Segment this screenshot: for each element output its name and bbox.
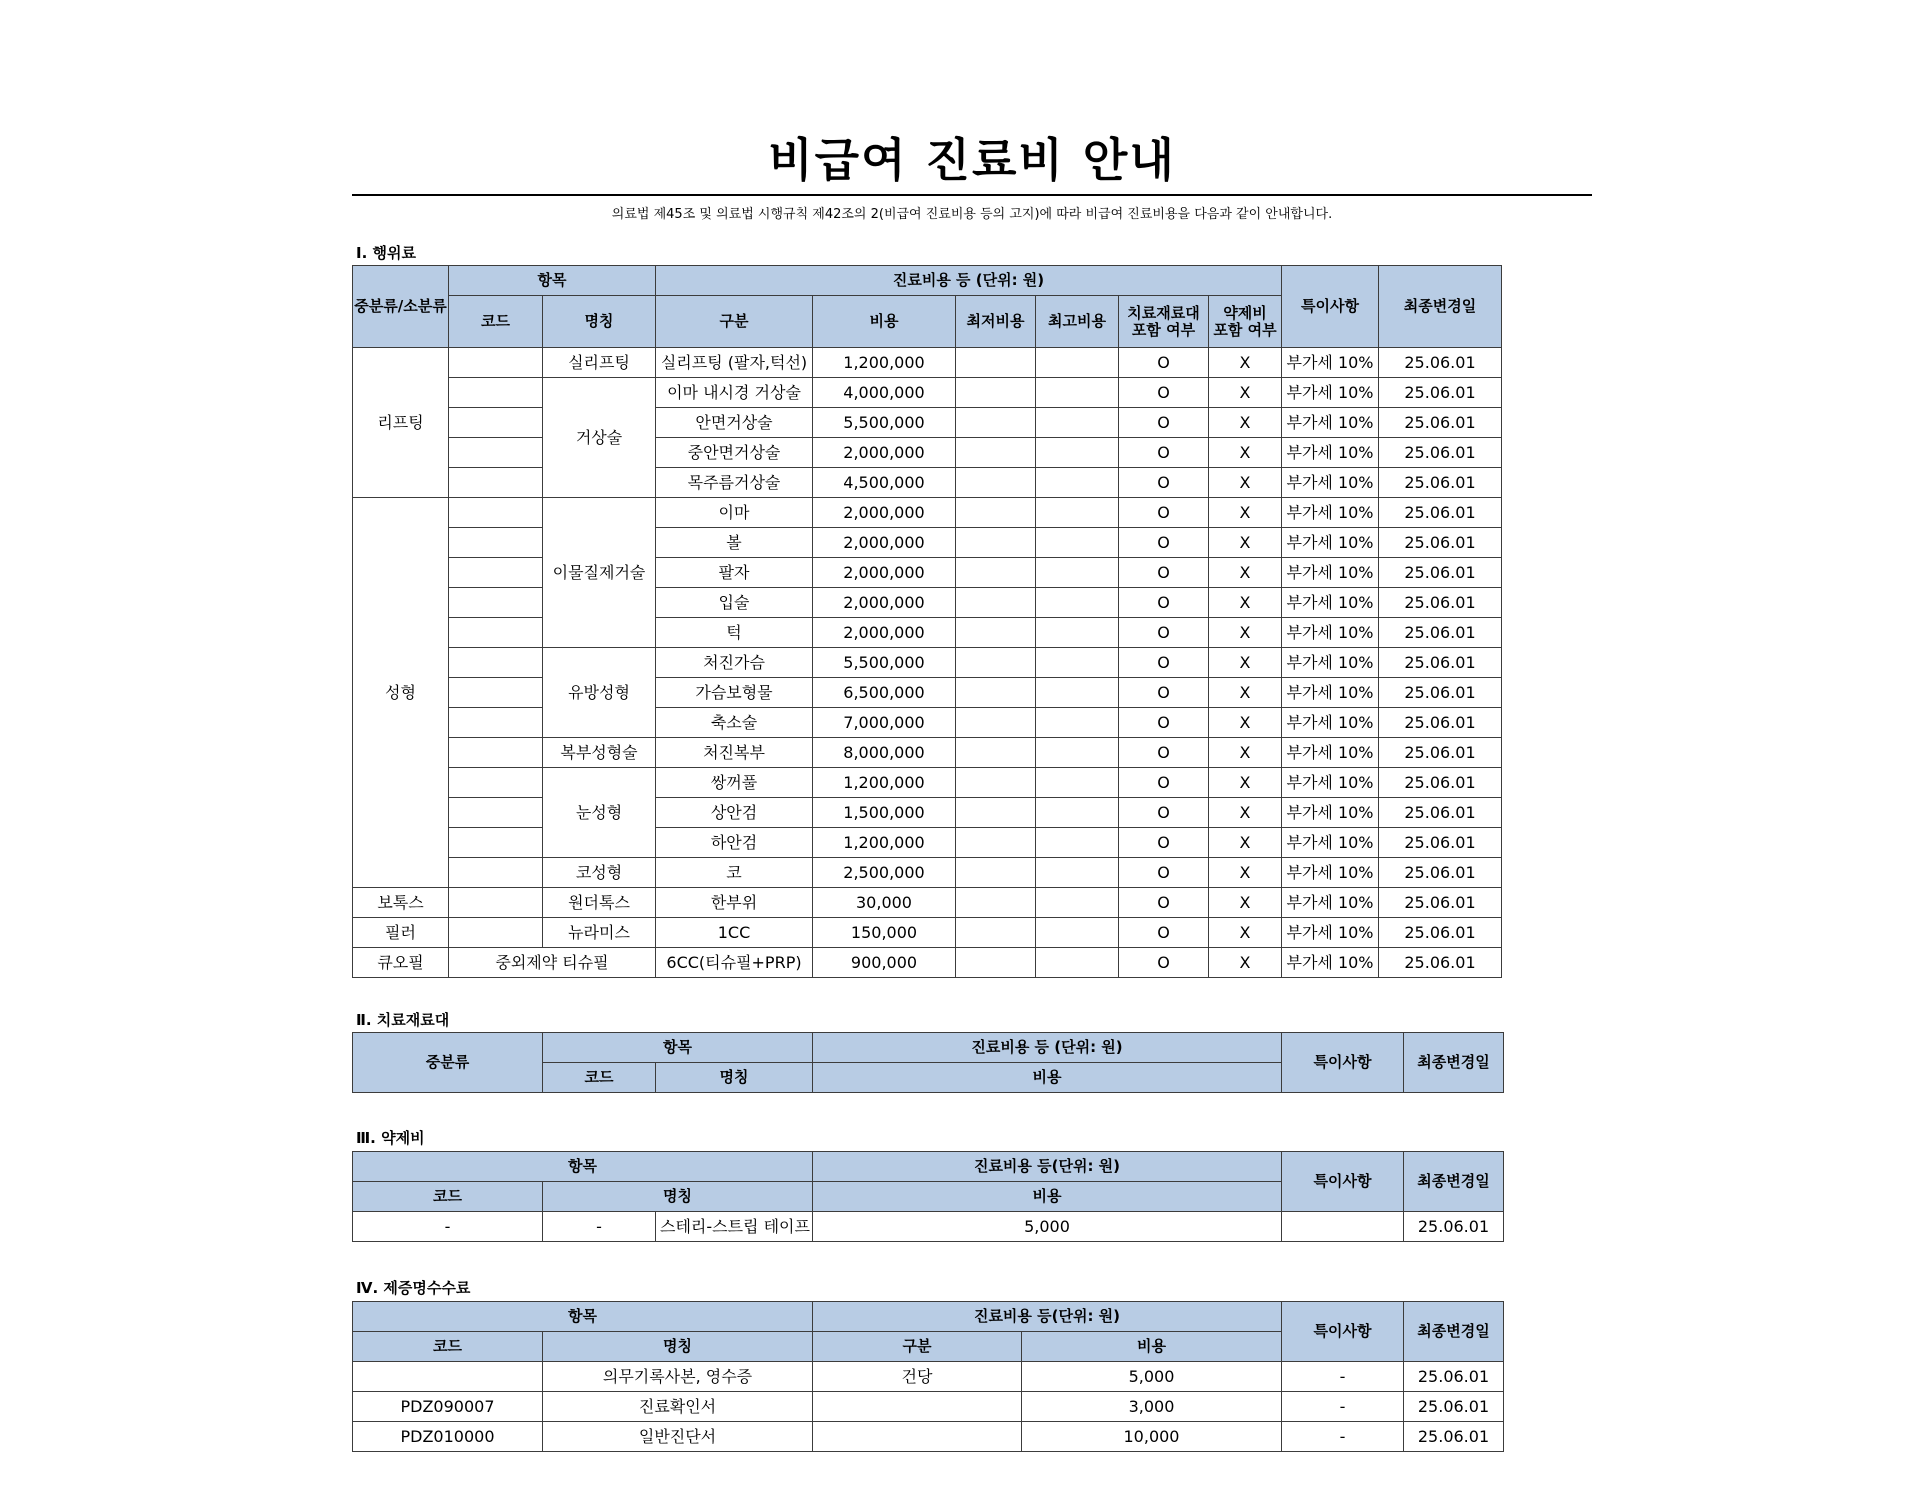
material-cell: O bbox=[1119, 618, 1209, 648]
max-cost-cell bbox=[1036, 348, 1119, 378]
code-name-cell: 중외제약 티슈필 bbox=[449, 948, 656, 978]
cost-cell: 2,000,000 bbox=[813, 528, 956, 558]
table-row bbox=[353, 1392, 1504, 1422]
remarks-cell: 부가세 10% bbox=[1282, 438, 1379, 468]
date-cell: 25.06.01 bbox=[1379, 858, 1502, 888]
title-divider bbox=[352, 194, 1592, 196]
material-cell: O bbox=[1119, 648, 1209, 678]
material-cell: O bbox=[1119, 768, 1209, 798]
name-cell: 코성형 bbox=[543, 858, 656, 888]
date-cell: 25.06.01 bbox=[1404, 1392, 1504, 1422]
header-cost: 비용 bbox=[813, 1182, 1282, 1212]
header-max-cost: 최고비용 bbox=[1036, 296, 1119, 348]
material-cell: O bbox=[1119, 858, 1209, 888]
drug-cell: X bbox=[1209, 888, 1282, 918]
cost-cell: 1,500,000 bbox=[813, 798, 956, 828]
min-cost-cell bbox=[956, 648, 1036, 678]
remarks-cell: 부가세 10% bbox=[1282, 498, 1379, 528]
table-row bbox=[353, 468, 1502, 498]
header-last-modified: 최종변경일 bbox=[1404, 1302, 1504, 1362]
code-cell bbox=[449, 828, 543, 858]
remarks-cell: 부가세 10% bbox=[1282, 348, 1379, 378]
cost-cell: 900,000 bbox=[813, 948, 956, 978]
min-cost-cell bbox=[956, 858, 1036, 888]
header-remarks: 특이사항 bbox=[1282, 1152, 1404, 1212]
cost-cell: 150,000 bbox=[813, 918, 956, 948]
material-cell: O bbox=[1119, 498, 1209, 528]
header-last-modified: 최종변경일 bbox=[1404, 1033, 1504, 1093]
header-drug-included: 약제비 포함 여부 bbox=[1209, 296, 1282, 348]
date-cell: 25.06.01 bbox=[1379, 528, 1502, 558]
type-cell: 건당 bbox=[813, 1362, 1022, 1392]
cost-cell: 4,000,000 bbox=[813, 378, 956, 408]
table-row bbox=[353, 738, 1502, 768]
table-row bbox=[353, 708, 1502, 738]
material-cell: O bbox=[1119, 468, 1209, 498]
min-cost-cell bbox=[956, 738, 1036, 768]
remarks-cell: 부가세 10% bbox=[1282, 588, 1379, 618]
min-cost-cell bbox=[956, 408, 1036, 438]
min-cost-cell bbox=[956, 768, 1036, 798]
cost-cell: 2,500,000 bbox=[813, 858, 956, 888]
name-cell: 원더톡스 bbox=[543, 888, 656, 918]
material-cell: O bbox=[1119, 708, 1209, 738]
code-cell bbox=[449, 498, 543, 528]
code-cell: PDZ010000 bbox=[353, 1422, 543, 1452]
max-cost-cell bbox=[1036, 378, 1119, 408]
name-cell: 이물질제거술 bbox=[543, 498, 656, 648]
cost-cell: 1,200,000 bbox=[813, 348, 956, 378]
code-cell bbox=[449, 918, 543, 948]
table-row bbox=[353, 438, 1502, 468]
table-row bbox=[353, 828, 1502, 858]
legal-notice: 의료법 제45조 및 의료법 시행규칙 제42조의 2(비급여 진료비용 등의 고지)에 따라 비급여 진료비용을 다음과 같이 안내합니다. bbox=[611, 207, 1333, 222]
min-cost-cell bbox=[956, 918, 1036, 948]
category-cell: 성형 bbox=[353, 498, 449, 888]
date-cell: 25.06.01 bbox=[1404, 1212, 1504, 1242]
cost-cell: 2,000,000 bbox=[813, 438, 956, 468]
section1-heading: Ⅰ. 행위료 bbox=[356, 244, 416, 262]
material-cell: O bbox=[1119, 408, 1209, 438]
date-cell: 25.06.01 bbox=[1379, 618, 1502, 648]
cost-cell: 8,000,000 bbox=[813, 738, 956, 768]
cost-cell: 7,000,000 bbox=[813, 708, 956, 738]
type-cell: 쌍꺼풀 bbox=[656, 768, 813, 798]
type-cell: 처진복부 bbox=[656, 738, 813, 768]
code-cell bbox=[449, 888, 543, 918]
header-material-included: 치료재료대 포함 여부 bbox=[1119, 296, 1209, 348]
header-cost-group: 진료비용 등(단위: 원) bbox=[813, 1152, 1282, 1182]
drug-cell: X bbox=[1209, 588, 1282, 618]
max-cost-cell bbox=[1036, 528, 1119, 558]
max-cost-cell bbox=[1036, 438, 1119, 468]
type-cell: 중안면거상술 bbox=[656, 438, 813, 468]
cost-cell: 10,000 bbox=[1022, 1422, 1282, 1452]
header-remarks: 특이사항 bbox=[1282, 1302, 1404, 1362]
name-cell: 뉴라미스 bbox=[543, 918, 656, 948]
type-cell: 6CC(티슈필+PRP) bbox=[656, 948, 813, 978]
max-cost-cell bbox=[1036, 678, 1119, 708]
material-cell: O bbox=[1119, 678, 1209, 708]
header-cost-group: 진료비용 등 (단위: 원) bbox=[656, 266, 1282, 296]
material-cell: O bbox=[1119, 348, 1209, 378]
header-remarks: 특이사항 bbox=[1282, 266, 1379, 348]
date-cell: 25.06.01 bbox=[1379, 828, 1502, 858]
code-cell bbox=[449, 588, 543, 618]
drug-cell: X bbox=[1209, 678, 1282, 708]
min-cost-cell bbox=[956, 948, 1036, 978]
header-code: 코드 bbox=[449, 296, 543, 348]
sub-code-cell: - bbox=[543, 1212, 656, 1242]
min-cost-cell bbox=[956, 888, 1036, 918]
min-cost-cell bbox=[956, 378, 1036, 408]
material-fee-table bbox=[352, 1032, 1504, 1093]
category-cell: 큐오필 bbox=[353, 948, 449, 978]
max-cost-cell bbox=[1036, 408, 1119, 438]
code-cell: - bbox=[353, 1212, 543, 1242]
header-cost-group: 진료비용 등 (단위: 원) bbox=[813, 1033, 1282, 1063]
type-cell: 이마 내시경 거상술 bbox=[656, 378, 813, 408]
material-cell: O bbox=[1119, 828, 1209, 858]
header-min-cost: 최저비용 bbox=[956, 296, 1036, 348]
code-cell bbox=[449, 528, 543, 558]
header-type: 구분 bbox=[656, 296, 813, 348]
type-cell: 한부위 bbox=[656, 888, 813, 918]
cost-cell: 30,000 bbox=[813, 888, 956, 918]
cost-cell: 2,000,000 bbox=[813, 618, 956, 648]
drug-cell: X bbox=[1209, 528, 1282, 558]
date-cell: 25.06.01 bbox=[1379, 648, 1502, 678]
max-cost-cell bbox=[1036, 588, 1119, 618]
drug-cell: X bbox=[1209, 918, 1282, 948]
table-row bbox=[353, 768, 1502, 798]
min-cost-cell bbox=[956, 528, 1036, 558]
name-cell: 눈성형 bbox=[543, 768, 656, 858]
material-cell: O bbox=[1119, 918, 1209, 948]
cost-cell: 1,200,000 bbox=[813, 768, 956, 798]
header-code: 코드 bbox=[543, 1063, 656, 1093]
min-cost-cell bbox=[956, 708, 1036, 738]
remarks-cell: 부가세 10% bbox=[1282, 738, 1379, 768]
material-cell: O bbox=[1119, 798, 1209, 828]
header-remarks: 특이사항 bbox=[1282, 1033, 1404, 1093]
date-cell: 25.06.01 bbox=[1379, 708, 1502, 738]
material-cell: O bbox=[1119, 438, 1209, 468]
remarks-cell: 부가세 10% bbox=[1282, 378, 1379, 408]
min-cost-cell bbox=[956, 678, 1036, 708]
max-cost-cell bbox=[1036, 888, 1119, 918]
max-cost-cell bbox=[1036, 618, 1119, 648]
header-cost-group: 진료비용 등(단위: 원) bbox=[813, 1302, 1282, 1332]
type-cell: 코 bbox=[656, 858, 813, 888]
max-cost-cell bbox=[1036, 498, 1119, 528]
table-row bbox=[353, 558, 1502, 588]
header-item: 항목 bbox=[543, 1033, 813, 1063]
drug-cell: X bbox=[1209, 438, 1282, 468]
drug-cell: X bbox=[1209, 498, 1282, 528]
header-name: 명칭 bbox=[543, 296, 656, 348]
type-cell: 입술 bbox=[656, 588, 813, 618]
table-row bbox=[353, 618, 1502, 648]
name-cell: 거상술 bbox=[543, 378, 656, 498]
date-cell: 25.06.01 bbox=[1379, 678, 1502, 708]
code-cell bbox=[449, 438, 543, 468]
header-category: 중분류/소분류 bbox=[353, 266, 449, 348]
remarks-cell: 부가세 10% bbox=[1282, 918, 1379, 948]
header-name: 명칭 bbox=[543, 1182, 813, 1212]
type-cell: 실리프팅 (팔자,턱선) bbox=[656, 348, 813, 378]
type-cell: 처진가슴 bbox=[656, 648, 813, 678]
name-cell: 실리프팅 bbox=[543, 348, 656, 378]
min-cost-cell bbox=[956, 498, 1036, 528]
date-cell: 25.06.01 bbox=[1379, 888, 1502, 918]
name-cell: 복부성형술 bbox=[543, 738, 656, 768]
remarks-cell: 부가세 10% bbox=[1282, 408, 1379, 438]
code-cell bbox=[449, 468, 543, 498]
remarks-cell: 부가세 10% bbox=[1282, 888, 1379, 918]
header-type: 구분 bbox=[813, 1332, 1022, 1362]
code-cell bbox=[449, 858, 543, 888]
material-cell: O bbox=[1119, 738, 1209, 768]
code-cell: PDZ090007 bbox=[353, 1392, 543, 1422]
section2-heading: Ⅱ. 치료재료대 bbox=[356, 1011, 450, 1029]
drug-cell: X bbox=[1209, 858, 1282, 888]
type-cell: 축소술 bbox=[656, 708, 813, 738]
category-cell: 리프팅 bbox=[353, 348, 449, 498]
header-name: 명칭 bbox=[656, 1063, 813, 1093]
remarks-cell: 부가세 10% bbox=[1282, 948, 1379, 978]
header-cost: 비용 bbox=[813, 296, 956, 348]
name-cell: 진료확인서 bbox=[543, 1392, 813, 1422]
date-cell: 25.06.01 bbox=[1379, 378, 1502, 408]
date-cell: 25.06.01 bbox=[1379, 498, 1502, 528]
min-cost-cell bbox=[956, 798, 1036, 828]
name-cell: 유방성형 bbox=[543, 648, 656, 738]
min-cost-cell bbox=[956, 558, 1036, 588]
cost-cell: 2,000,000 bbox=[813, 498, 956, 528]
certificate-fee-table bbox=[352, 1301, 1504, 1452]
date-cell: 25.06.01 bbox=[1379, 438, 1502, 468]
type-cell: 안면거상술 bbox=[656, 408, 813, 438]
min-cost-cell bbox=[956, 468, 1036, 498]
min-cost-cell bbox=[956, 618, 1036, 648]
cost-cell: 5,000 bbox=[813, 1212, 1282, 1242]
date-cell: 25.06.01 bbox=[1379, 948, 1502, 978]
remarks-cell: 부가세 10% bbox=[1282, 708, 1379, 738]
name-cell: 스테리-스트립 테이프 bbox=[656, 1212, 813, 1242]
code-cell bbox=[449, 738, 543, 768]
cost-cell: 5,500,000 bbox=[813, 648, 956, 678]
drug-cell: X bbox=[1209, 798, 1282, 828]
drug-cell: X bbox=[1209, 768, 1282, 798]
min-cost-cell bbox=[956, 348, 1036, 378]
table-row bbox=[353, 408, 1502, 438]
remarks-cell: 부가세 10% bbox=[1282, 558, 1379, 588]
header-item: 항목 bbox=[353, 1302, 813, 1332]
header-item: 항목 bbox=[449, 266, 656, 296]
cost-cell: 5,000 bbox=[1022, 1362, 1282, 1392]
date-cell: 25.06.01 bbox=[1379, 348, 1502, 378]
table-row bbox=[353, 798, 1502, 828]
code-cell bbox=[449, 678, 543, 708]
code-cell bbox=[449, 618, 543, 648]
code-cell bbox=[449, 798, 543, 828]
cost-cell: 1,200,000 bbox=[813, 828, 956, 858]
section4-heading: Ⅳ. 제증명수수료 bbox=[356, 1279, 471, 1297]
code-cell bbox=[449, 378, 543, 408]
type-cell bbox=[813, 1392, 1022, 1422]
remarks-cell: 부가세 10% bbox=[1282, 798, 1379, 828]
remarks-cell: 부가세 10% bbox=[1282, 678, 1379, 708]
drug-cell: X bbox=[1209, 708, 1282, 738]
type-cell: 이마 bbox=[656, 498, 813, 528]
drug-cell: X bbox=[1209, 738, 1282, 768]
table-row bbox=[353, 588, 1502, 618]
type-cell: 턱 bbox=[656, 618, 813, 648]
code-cell bbox=[449, 648, 543, 678]
cost-cell: 3,000 bbox=[1022, 1392, 1282, 1422]
name-cell: 일반진단서 bbox=[543, 1422, 813, 1452]
category-cell: 보톡스 bbox=[353, 888, 449, 918]
table-row bbox=[353, 378, 1502, 408]
name-cell: 의무기록사본, 영수증 bbox=[543, 1362, 813, 1392]
material-cell: O bbox=[1119, 588, 1209, 618]
max-cost-cell bbox=[1036, 468, 1119, 498]
header-item: 항목 bbox=[353, 1152, 813, 1182]
table-row bbox=[353, 528, 1502, 558]
code-cell bbox=[449, 348, 543, 378]
table-row bbox=[353, 1212, 1504, 1242]
max-cost-cell bbox=[1036, 918, 1119, 948]
cost-cell: 6,500,000 bbox=[813, 678, 956, 708]
drug-cell: X bbox=[1209, 828, 1282, 858]
header-cost: 비용 bbox=[813, 1063, 1282, 1093]
min-cost-cell bbox=[956, 438, 1036, 468]
cost-cell: 5,500,000 bbox=[813, 408, 956, 438]
table-row bbox=[353, 888, 1502, 918]
remarks-cell: 부가세 10% bbox=[1282, 618, 1379, 648]
min-cost-cell bbox=[956, 588, 1036, 618]
table-row bbox=[353, 348, 1502, 378]
date-cell: 25.06.01 bbox=[1379, 798, 1502, 828]
date-cell: 25.06.01 bbox=[1379, 768, 1502, 798]
table-row bbox=[353, 678, 1502, 708]
date-cell: 25.06.01 bbox=[1379, 558, 1502, 588]
remarks-cell: 부가세 10% bbox=[1282, 528, 1379, 558]
drug-cell: X bbox=[1209, 948, 1282, 978]
material-cell: O bbox=[1119, 528, 1209, 558]
drug-cell: X bbox=[1209, 558, 1282, 588]
cost-cell: 2,000,000 bbox=[813, 588, 956, 618]
category-cell: 필러 bbox=[353, 918, 449, 948]
section3-heading: Ⅲ. 약제비 bbox=[356, 1129, 425, 1147]
max-cost-cell bbox=[1036, 738, 1119, 768]
header-last-modified: 최종변경일 bbox=[1379, 266, 1502, 348]
max-cost-cell bbox=[1036, 648, 1119, 678]
remarks-cell: 부가세 10% bbox=[1282, 648, 1379, 678]
table-row bbox=[353, 858, 1502, 888]
code-cell bbox=[449, 408, 543, 438]
date-cell: 25.06.01 bbox=[1379, 738, 1502, 768]
header-cost: 비용 bbox=[1022, 1332, 1282, 1362]
type-cell: 상안검 bbox=[656, 798, 813, 828]
max-cost-cell bbox=[1036, 858, 1119, 888]
max-cost-cell bbox=[1036, 828, 1119, 858]
table-row bbox=[353, 498, 1502, 528]
header-code: 코드 bbox=[353, 1182, 543, 1212]
remarks-cell: 부가세 10% bbox=[1282, 468, 1379, 498]
date-cell: 25.06.01 bbox=[1404, 1422, 1504, 1452]
max-cost-cell bbox=[1036, 558, 1119, 588]
remarks-cell: 부가세 10% bbox=[1282, 828, 1379, 858]
date-cell: 25.06.01 bbox=[1379, 588, 1502, 618]
max-cost-cell bbox=[1036, 798, 1119, 828]
type-cell: 팔자 bbox=[656, 558, 813, 588]
remarks-cell: - bbox=[1282, 1362, 1404, 1392]
max-cost-cell bbox=[1036, 768, 1119, 798]
date-cell: 25.06.01 bbox=[1379, 918, 1502, 948]
cost-cell: 2,000,000 bbox=[813, 558, 956, 588]
drug-cell: X bbox=[1209, 648, 1282, 678]
max-cost-cell bbox=[1036, 948, 1119, 978]
max-cost-cell bbox=[1036, 708, 1119, 738]
code-cell bbox=[449, 558, 543, 588]
material-cell: O bbox=[1119, 948, 1209, 978]
type-cell: 목주름거상술 bbox=[656, 468, 813, 498]
procedure-fee-table bbox=[352, 265, 1502, 978]
table-row bbox=[353, 1422, 1504, 1452]
date-cell: 25.06.01 bbox=[1404, 1362, 1504, 1392]
code-cell bbox=[449, 708, 543, 738]
date-cell: 25.06.01 bbox=[1379, 408, 1502, 438]
drug-cell: X bbox=[1209, 618, 1282, 648]
drug-cell: X bbox=[1209, 348, 1282, 378]
drug-cell: X bbox=[1209, 408, 1282, 438]
header-category: 중분류 bbox=[353, 1033, 543, 1093]
code-cell bbox=[449, 768, 543, 798]
type-cell bbox=[813, 1422, 1022, 1452]
remarks-cell: - bbox=[1282, 1422, 1404, 1452]
table-row bbox=[353, 648, 1502, 678]
material-cell: O bbox=[1119, 378, 1209, 408]
table-row bbox=[353, 918, 1502, 948]
min-cost-cell bbox=[956, 828, 1036, 858]
drug-cell: X bbox=[1209, 468, 1282, 498]
table-row bbox=[353, 948, 1502, 978]
drug-cell: X bbox=[1209, 378, 1282, 408]
remarks-cell: 부가세 10% bbox=[1282, 768, 1379, 798]
header-name: 명칭 bbox=[543, 1332, 813, 1362]
header-code: 코드 bbox=[353, 1332, 543, 1362]
table-row bbox=[353, 1362, 1504, 1392]
type-cell: 가슴보형물 bbox=[656, 678, 813, 708]
cost-cell: 4,500,000 bbox=[813, 468, 956, 498]
date-cell: 25.06.01 bbox=[1379, 468, 1502, 498]
header-last-modified: 최종변경일 bbox=[1404, 1152, 1504, 1212]
type-cell: 볼 bbox=[656, 528, 813, 558]
page-title: 비급여 진료비 안내 bbox=[768, 133, 1176, 187]
type-cell: 하안검 bbox=[656, 828, 813, 858]
remarks-cell: 부가세 10% bbox=[1282, 858, 1379, 888]
remarks-cell: - bbox=[1282, 1392, 1404, 1422]
material-cell: O bbox=[1119, 888, 1209, 918]
material-cell: O bbox=[1119, 558, 1209, 588]
type-cell: 1CC bbox=[656, 918, 813, 948]
code-cell bbox=[353, 1362, 543, 1392]
remarks-cell bbox=[1282, 1212, 1404, 1242]
drug-fee-table bbox=[352, 1151, 1504, 1242]
